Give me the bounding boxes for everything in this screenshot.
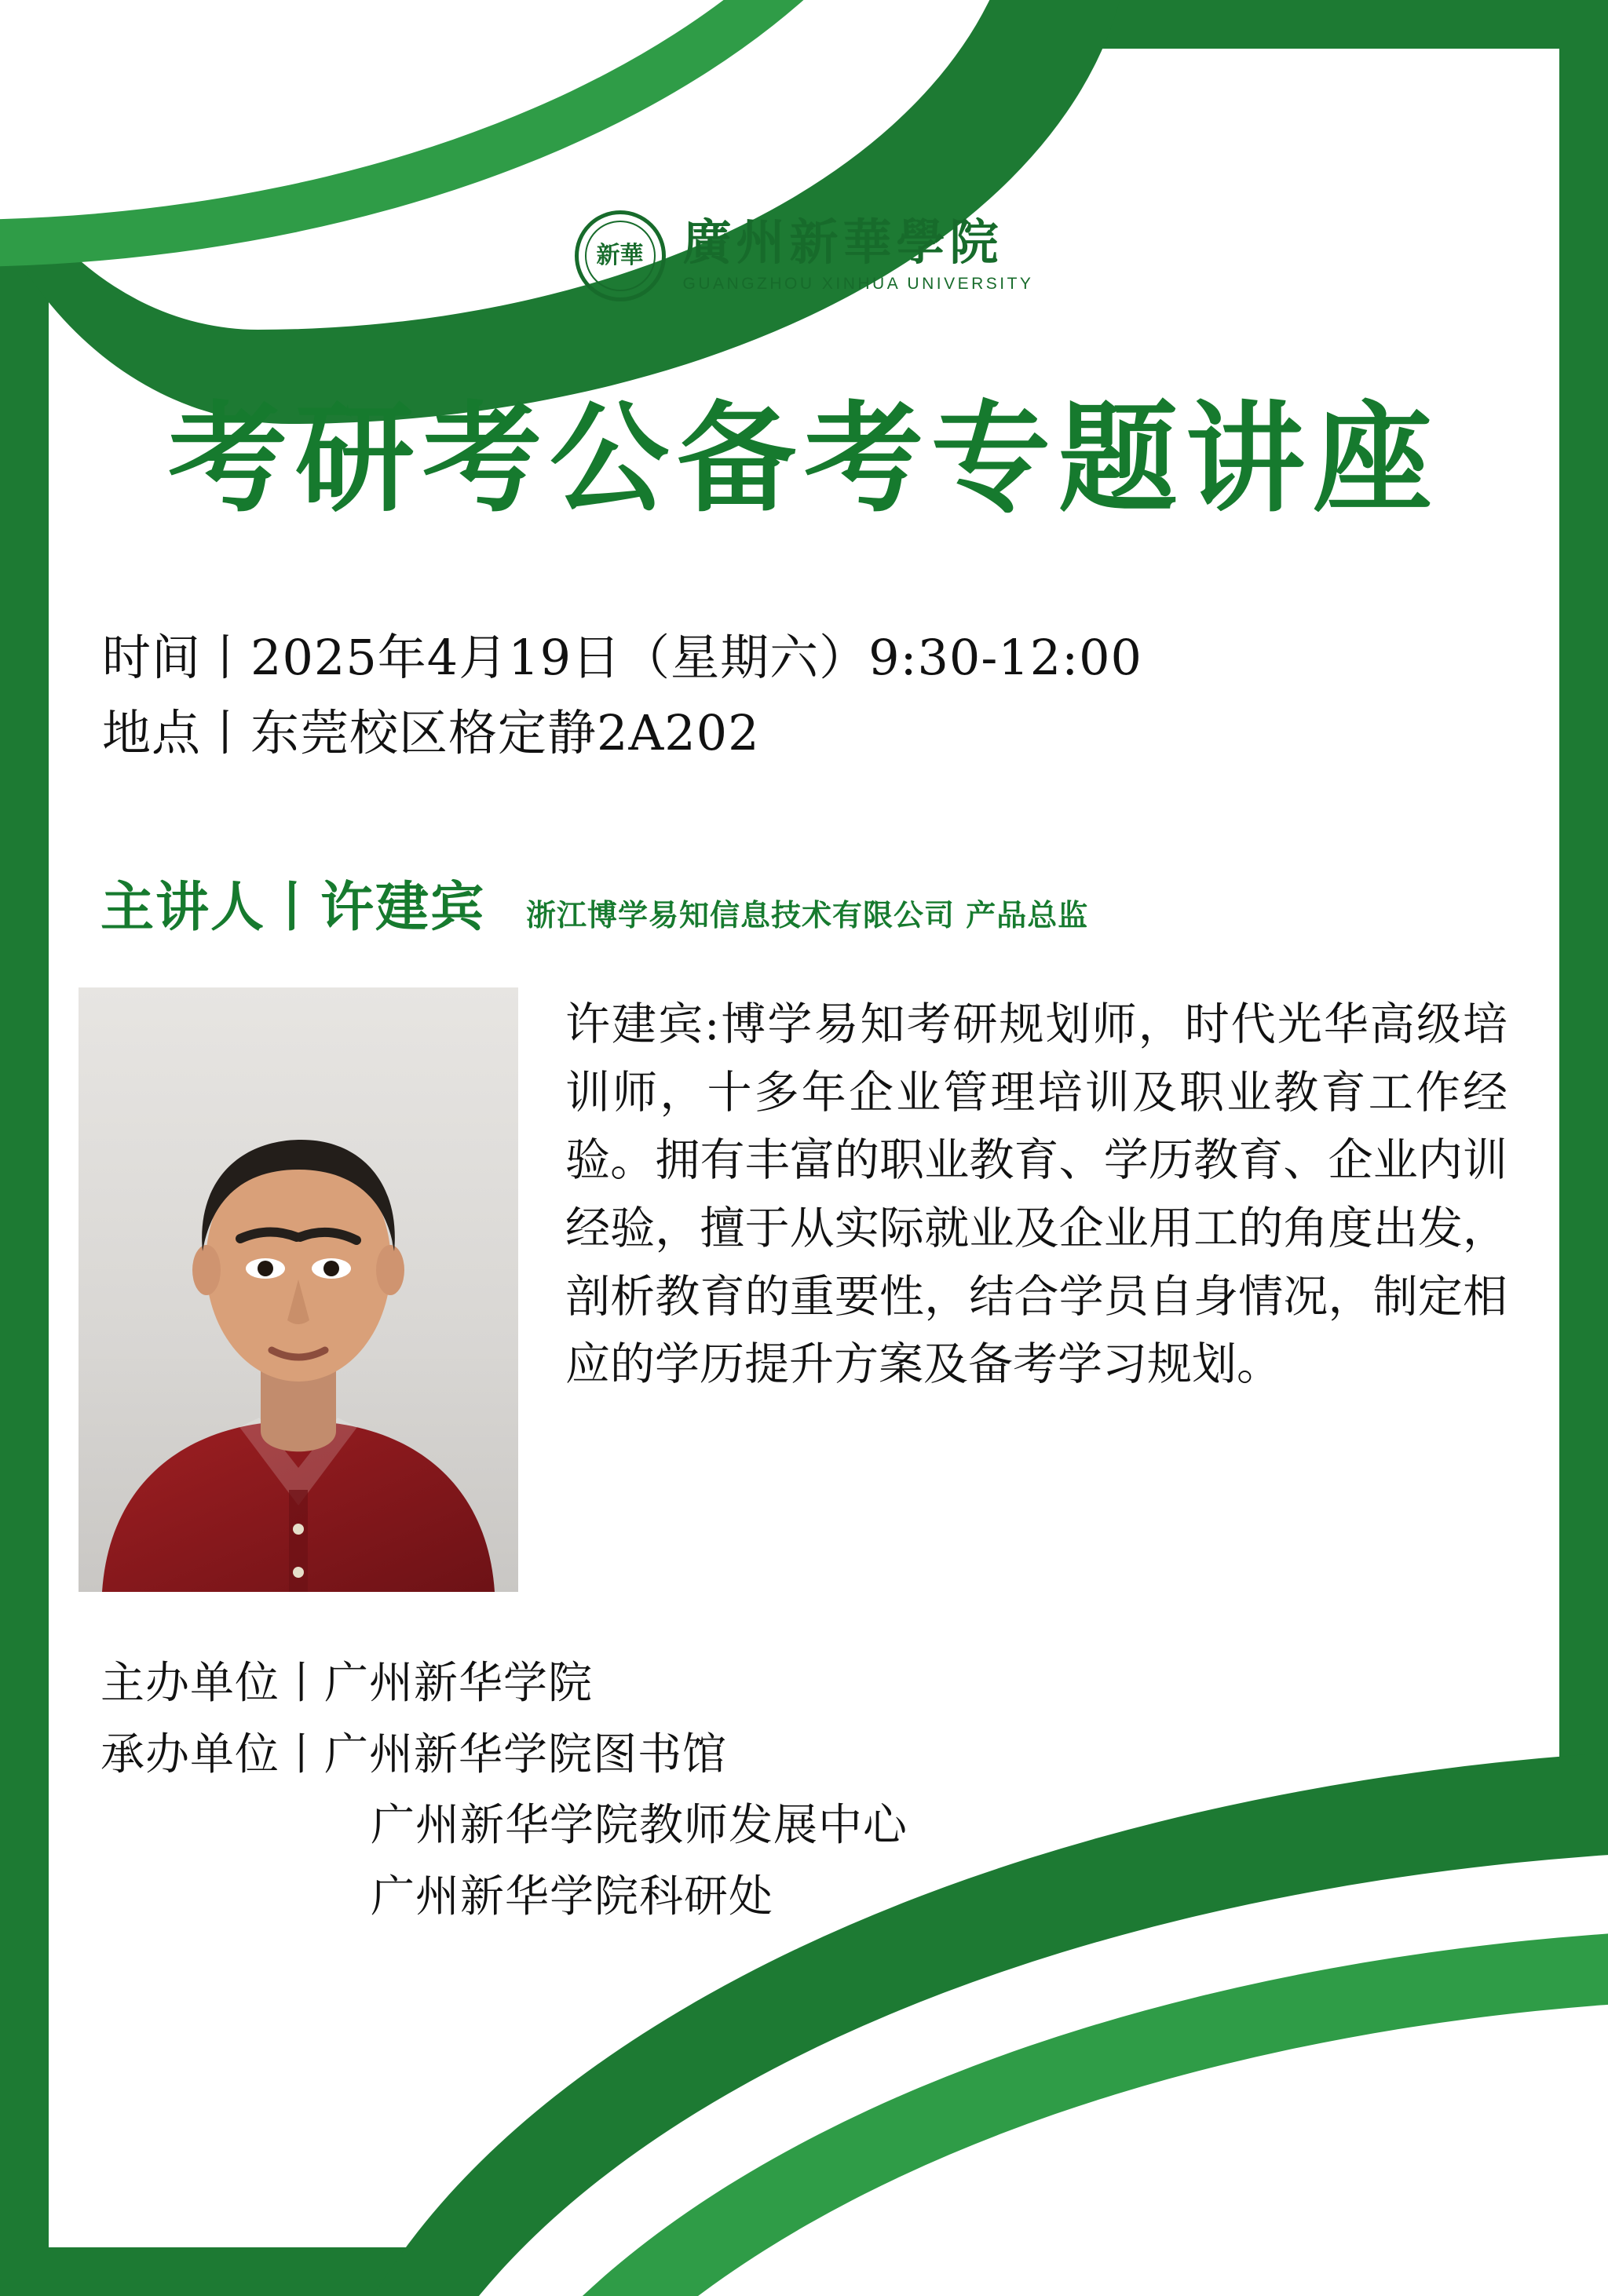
university-logo-text	[683, 218, 1034, 294]
speaker-bio: 许建宾:博学易知考研规划师，时代光华高级培训师，十多年企业管理培训及职业教育工作经验。拥有丰富的职业教育、学历教育、企业内训经验，擅于从实际就业及企业用工的角度出发，剖析教育的重要性，结合学员自身情况，制定相应的学历提升方案及备考学习规划。	[565, 998, 1508, 1391]
speaker-portrait	[79, 987, 518, 1592]
co-host-organization: 承办单位丨广州新华学院图书馆	[100, 1728, 727, 1780]
event-place: 地点丨东莞校区格定静2A202	[102, 704, 760, 762]
speaker-portrait-image	[79, 987, 518, 1592]
co-host-organization-2: 广州新华学院教师发展中心	[371, 1800, 908, 1852]
organizers	[100, 1648, 908, 1933]
page-title: 考研考公备考专题讲座	[168, 388, 1440, 528]
co-host-organization-3: 广州新华学院科研处	[371, 1871, 773, 1923]
university-name-en: GUANGZHOU XINHUA UNIVERSITY	[682, 274, 1034, 293]
speaker-organization: 浙江博学易知信息技术有限公司 产品总监	[526, 898, 1089, 933]
university-seal-text: 新華	[596, 243, 644, 268]
host-organization: 主办单位丨广州新华学院	[100, 1658, 593, 1709]
speaker-name-label: 主讲人丨许建宾	[100, 876, 486, 939]
event-info	[102, 620, 1142, 771]
university-name-cn: 廣州新華學院	[682, 216, 1003, 270]
university-logo	[0, 210, 1608, 301]
event-time: 时间丨2025年4月19日（星期六）9:30-12:00	[102, 629, 1142, 686]
university-seal-icon	[575, 210, 666, 301]
speaker-header	[100, 876, 1089, 939]
